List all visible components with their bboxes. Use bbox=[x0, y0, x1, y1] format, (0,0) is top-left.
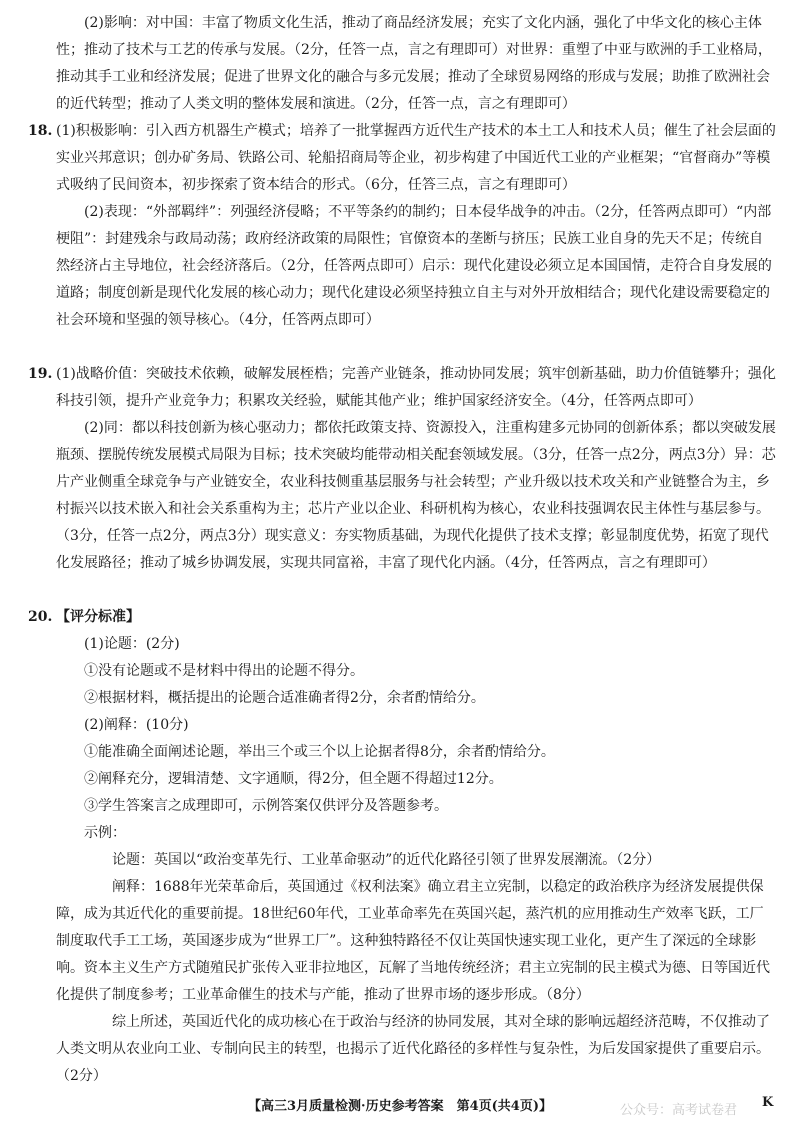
q20-thesis-rule-1: ①没有论题或不是材料中得出的论题不得分。 bbox=[84, 663, 364, 679]
q20-explain-rule-3: ③学生答案言之成理即可，示例答案仅供评分及答题参考。 bbox=[84, 798, 448, 814]
q19-part1-paragraph bbox=[56, 361, 776, 415]
q19-part1-text: (1)战略价值：突破技术依赖，破解发展桎梏；完善产业链条，推动协同发展；筑牢创新基础，助力价值链攀升；强化科技引领，提升产业竞争力；积累攻关经验，赋能其他产业；维护国家经济安全。（4分，任答两点即可） bbox=[56, 366, 776, 409]
q20-example-explanation: 阐释：1688年光荣革命后，英国通过《权利法案》确立君主立宪制，以稳定的政治秩序为经济发展提供保障，成为其近代化的重要前提。18世纪60年代，工业革命率先在英国兴起，蒸汽机的应用推动生产效率飞跃，工厂制度取代手工工场，英国逐步成为“世界工厂”。这种独特路径不仅让英国快速实现工业化，更产生了深远的全球影响。资本主义生产方式随殖民扩张传入亚非拉地区，瓦解了当地传统经济；君主立宪制的民主模式为德、日等国近代化提供了制度参考；工业革命催生的技术与产能，推动了世界市场的逐步形成。（8分） bbox=[56, 879, 770, 1003]
footer-code: K bbox=[762, 1095, 774, 1110]
watermark-text: 公众号：高考试卷君 bbox=[620, 1103, 738, 1118]
q20-example-label: 示例： bbox=[84, 825, 126, 841]
q17-part2-text: (2)影响：对中国：丰富了物质文化生活，推动了商品经济发展；充实了文化内涵，强化了中华文化的核心主体性；推动了技术与工艺的传承与发展。（2分，任答一点，言之有理即可）对世界：重塑了中亚与欧洲的手工业格局，推动其手工业和经济发展；促进了世界文化的融合与多元发展；推动了全球贸易网络的形成与发展；助推了欧洲社会的近代转型；推动了人类文明的整体发展和演进。（2分，任答一点，言之有理即可） bbox=[56, 15, 772, 112]
q20-example-conclusion: 综上所述，英国近代化的成功核心在于政治与经济的协同发展，其对全球的影响远超经济范畴，不仅推动了人类文明从农业向工业、专制向民主的转型，也揭示了近代化路径的多样性与复杂性，为后发国家提供了重要启示。（2分） bbox=[56, 1014, 770, 1084]
q20-explain-rule-2: ②阐释充分，逻辑清楚、文字通顺，得2分，但全题不得超过12分。 bbox=[84, 771, 503, 787]
q18-part2-text: (2)表现：“外部羁绊”：列强经济侵略；不平等条约的制约；日本侵华战争的冲击。（2分，任答两点即可）“内部梗阻”：封建残余与政局动荡；政府经济政策的局限性；官僚资本的垄断与挤压；民族工业自身的先天不足；传统自然经济占主导地位，社会经济落后。（2分，任答两点即可）启示：现代化建设必须立足本国国情，走符合自身发展的道路；制度创新是现代化发展的核心动力；现代化建设必须坚持独立自主与对外开放相结合；现代化建设需要稳定的社会环境和坚强的领导核心。（4分，任答两点即可） bbox=[56, 204, 772, 328]
q20-header: 【评分标准】 bbox=[56, 609, 140, 625]
q20-thesis-heading: (1)论题：(2分) bbox=[84, 636, 180, 652]
q18-part2-paragraph bbox=[56, 199, 776, 334]
q20-thesis-rule-2: ②根据材料，概括提出的论题合适准确者得2分，余者酌情给分。 bbox=[84, 690, 485, 706]
q18-part1-text: (1)积极影响：引入西方机器生产模式；培养了一批掌握西方近代生产技术的本土工人和技术人员；催生了社会层面的实业兴邦意识；创办矿务局、铁路公司、轮船招商局等企业，初步构建了中国近代工业的产业框架；“官督商办”等模式吸纳了民间资本，初步探索了资本结合的形式。（6分，任答三点，言之有理即可） bbox=[56, 123, 776, 193]
q18-part1-paragraph bbox=[56, 118, 776, 199]
footer-text: 【高三3月质量检测·历史参考答案 第4页(共4页)】 bbox=[248, 1099, 552, 1114]
q19-part2-paragraph bbox=[56, 415, 776, 577]
q20-explain-rule-1: ①能准确全面阐述论题，举出三个或三个以上论据者得8分，余者酌情给分。 bbox=[84, 744, 555, 760]
q20-block bbox=[56, 604, 776, 1090]
q19-number: 19. bbox=[28, 366, 53, 382]
q20-example-thesis: 论题：英国以“政治变革先行、工业革命驱动”的近代化路径引领了世界发展潮流。（2分） bbox=[112, 852, 661, 868]
q17-part2-paragraph bbox=[56, 10, 776, 118]
q20-explain-heading: (2)阐释：(10分) bbox=[84, 717, 189, 733]
q19-part2-text: (2)同：都以科技创新为核心驱动力；都依托政策支持、资源投入，注重构建多元协同的创新体系；都以突破发展瓶颈、摆脱传统发展模式局限为目标；技术突破均能带动相关配套领域发展。（3分，任答一点2分，两点3分）异：芯片产业侧重全球竞争与产业链安全，农业科技侧重基层服务与社会转型；产业升级以技术攻关和产业链整合为主，乡村振兴以技术嵌入和社会关系重构为主；芯片产业以企业、科研机构为核心，农业科技强调农民主体性与基层参与。（3分，任答一点2分，两点3分）现实意义：夯实物质基础，为现代化提供了技术支撑；彰显制度优势，拓宽了现代化发展路径；推动了城乡协调发展，实现共同富裕，丰富了现代化内涵。（4分，任答两点，言之有理即可） bbox=[56, 420, 776, 571]
page-footer bbox=[0, 1095, 800, 1119]
q20-number: 20. bbox=[28, 609, 53, 625]
q18-number: 18. bbox=[28, 123, 53, 139]
